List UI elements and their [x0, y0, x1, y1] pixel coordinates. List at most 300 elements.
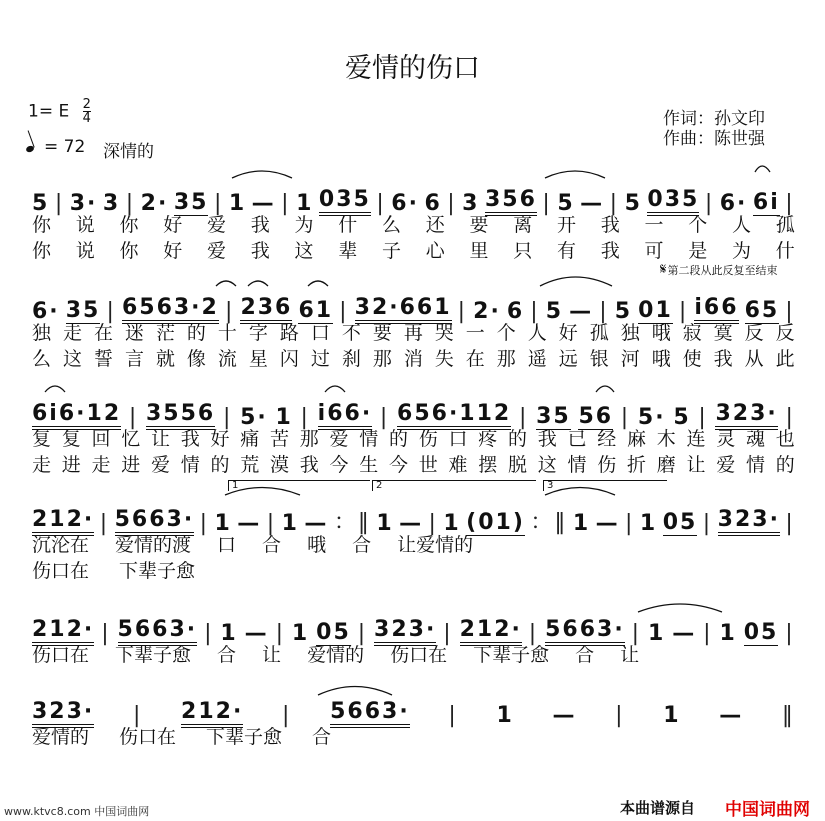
lyric-word: 你 — [32, 240, 52, 262]
lyric-word: 我 — [180, 428, 200, 450]
lyric-word: 情 — [359, 428, 379, 450]
note-group: 6i6·12 — [32, 402, 121, 430]
note-group: 6i — [752, 190, 780, 215]
note-group: — — [580, 191, 605, 216]
bar-line: | — [376, 191, 386, 216]
bar-line: | — [266, 511, 277, 536]
lyric-word: 爱 — [151, 454, 171, 476]
lyric-word: 离 — [513, 214, 533, 236]
lyric-word: 是 — [688, 240, 708, 262]
lyric-word: 什 — [338, 214, 358, 236]
note-group: 6 — [424, 191, 442, 216]
lyric-word: 我 — [250, 240, 270, 262]
note-group: (01) — [466, 510, 525, 535]
note-group: 323· — [715, 402, 777, 430]
note-group: 1 — [663, 703, 681, 728]
lyric-word: 木 — [656, 428, 676, 450]
bar-line: ：‖ — [333, 510, 371, 535]
lyric-word: 寞 — [713, 322, 733, 344]
bar-line: | — [785, 405, 795, 430]
bar-line: | — [447, 191, 457, 216]
lyric-word: 失 — [434, 348, 454, 370]
note-group: 656·112 — [397, 402, 511, 430]
bar-line: | — [199, 511, 210, 536]
segno-annotation — [660, 260, 777, 278]
lyric-word: 流 — [217, 348, 237, 370]
lyric-word: 灵 — [716, 428, 736, 450]
bar-line: | — [357, 621, 368, 646]
lyric-word: 今 — [389, 454, 409, 476]
lyric-word: 路 — [279, 322, 299, 344]
lyric-word: 复 — [61, 428, 81, 450]
note-group: 1 — [572, 511, 591, 536]
composer-credit: 作曲：陈世强 — [663, 129, 765, 149]
note-group: 5663· — [545, 618, 625, 646]
lyric-word: 那 — [299, 428, 319, 450]
lyric-word: 口 — [217, 534, 237, 556]
lyric-word: 河 — [620, 348, 640, 370]
bar-line: | — [300, 405, 310, 430]
lyric-word: 一 — [644, 214, 664, 236]
note-group: 3 — [462, 191, 480, 216]
note-group: 1 — [639, 511, 658, 536]
bar-line: | — [678, 299, 689, 324]
lyric-word: 让爱情的 — [397, 534, 474, 556]
lyric-word: 忆 — [121, 428, 141, 450]
note-group: 212· — [32, 618, 94, 646]
lyric-word: 说 — [75, 240, 95, 262]
lyric-word: 不 — [341, 322, 361, 344]
lyricist-credit: 作词：孙文印 — [663, 109, 765, 129]
bar-line: | — [443, 621, 453, 646]
lyric-word: 下辈子愈 — [473, 644, 550, 666]
lyric-word: 伤口在 — [32, 560, 90, 582]
lyric-word: 下辈子愈 — [115, 644, 192, 666]
lyric-word: 疼 — [478, 428, 498, 450]
lyric-word: 好 — [558, 322, 578, 344]
note-group: 3 — [102, 191, 121, 216]
lyric-word: 你 — [119, 240, 139, 262]
note-group: 01 — [638, 298, 673, 323]
bar-line: | — [132, 703, 143, 728]
bar-line: | — [518, 405, 529, 430]
note-group: 5 — [673, 405, 691, 430]
bar-line: | — [222, 405, 233, 430]
lyric-word: 我 — [600, 240, 620, 262]
volta-label: 3 — [547, 480, 554, 491]
volta-label: 2 — [376, 480, 383, 491]
lyric-word: 折 — [627, 454, 647, 476]
note-group: 1 — [214, 511, 232, 536]
lyric-word: 的 — [775, 454, 795, 476]
lyric-word: 情 — [180, 454, 200, 476]
lyric-word: 磨 — [656, 454, 676, 476]
volta-3 — [543, 480, 667, 491]
note-group: 1 — [228, 191, 247, 216]
bar-line: | — [106, 299, 116, 324]
lyric-word: 要 — [469, 214, 489, 236]
note-group: 05 — [662, 510, 698, 535]
note-group: 1 — [376, 511, 394, 536]
lyric-word: 开 — [557, 214, 577, 236]
lyric-word: 魂 — [746, 428, 766, 450]
bar-line: | — [542, 191, 552, 216]
note-group: 323· — [374, 618, 436, 646]
lyric-word: 独 — [620, 322, 640, 344]
lyric-word: 我 — [537, 428, 557, 450]
lyric-word: 只 — [513, 240, 533, 262]
note-group: 6· — [391, 191, 419, 216]
lyric-word: 个 — [496, 322, 516, 344]
lyric-word: 好 — [210, 428, 230, 450]
segno-icon: 𝄋 — [660, 260, 667, 278]
lyric-word: 哦 — [651, 348, 671, 370]
note-group: 1 — [220, 621, 238, 646]
note-group: 5 — [614, 299, 633, 324]
note-group: 35 — [173, 190, 209, 215]
bar-line: | — [99, 511, 110, 536]
lyric-word: 在 — [93, 322, 113, 344]
lyric-word: 伤口在 — [32, 644, 90, 666]
lyric-word: 爱情的 — [307, 644, 365, 666]
quarter-note-icon — [25, 145, 35, 153]
lyric-word: 消 — [403, 348, 423, 370]
bar-line: | — [281, 191, 291, 216]
footer-brand: 中国词曲网 — [725, 800, 810, 820]
page-title: 爱情的伤口 — [345, 53, 480, 84]
lyric-word: 人 — [527, 322, 547, 344]
bar-line: ：‖ — [530, 510, 568, 535]
lyric-word: 合 — [352, 534, 372, 556]
lyric-word: 经 — [597, 428, 617, 450]
lyric-word: 那 — [372, 348, 392, 370]
lyric-word: 合 — [262, 534, 282, 556]
lyric-word: 我 — [713, 348, 733, 370]
note-group: — — [304, 511, 329, 536]
note-group: 35 — [65, 298, 101, 323]
bar-line: | — [448, 703, 458, 728]
lyric-line-2 — [32, 556, 195, 583]
bar-line: | — [702, 511, 713, 536]
lyric-word: 苦 — [270, 428, 290, 450]
lyric-line-2 — [32, 344, 795, 371]
lyric-word: 进 — [61, 454, 81, 476]
lyric-word: 为 — [294, 214, 314, 236]
lyric-word: 复 — [32, 428, 52, 450]
note-group: — — [672, 621, 697, 646]
note-group: — — [251, 191, 276, 216]
lyric-word: 情 — [746, 454, 766, 476]
bar-line: | — [620, 405, 631, 430]
lyric-word: 回 — [91, 428, 111, 450]
lyric-word: 让 — [151, 428, 171, 450]
lyric-word: 十 — [217, 322, 237, 344]
lyric-word: 辈 — [338, 240, 358, 262]
note-group: 212· — [181, 700, 243, 728]
note-group: 212· — [32, 508, 94, 536]
lyric-word: 的 — [389, 428, 409, 450]
lyric-word: 独 — [32, 322, 52, 344]
lyric-word: 连 — [686, 428, 706, 450]
lyric-word: 有 — [557, 240, 577, 262]
lyric-word: 还 — [425, 214, 445, 236]
lyric-word: 爱情的 — [32, 726, 90, 748]
lyric-word: 下辈子愈 — [206, 726, 283, 748]
note-group: 5663· — [115, 508, 195, 536]
expression-marking: 深情的 — [103, 142, 154, 162]
lyric-word: 让 — [686, 454, 706, 476]
lyric-word: 世 — [418, 454, 438, 476]
note-group: — — [552, 703, 577, 728]
bar-line: | — [599, 299, 609, 324]
lyric-word: 合 — [312, 726, 332, 748]
note-group: 323· — [32, 700, 94, 728]
lyric-word: 孤 — [775, 214, 795, 236]
note-group: 5 — [32, 191, 50, 216]
note-group: 65 — [744, 298, 780, 323]
note-group: 236 — [240, 296, 292, 324]
note-group: 5 — [624, 191, 642, 216]
lyric-line-1 — [32, 318, 795, 345]
lyric-word: 已 — [567, 428, 587, 450]
note-group: 05 — [316, 620, 351, 645]
lyric-word: 可 — [644, 240, 664, 262]
lyric-word: 走 — [62, 322, 82, 344]
note-group: — — [719, 703, 744, 728]
lyric-word: 痛 — [240, 428, 260, 450]
lyric-word: 伤 — [597, 454, 617, 476]
lyric-word: 什 — [775, 240, 795, 262]
lyric-word: 星 — [248, 348, 268, 370]
lyric-word: 子 — [382, 240, 402, 262]
note-group: 6 — [506, 299, 525, 324]
bar-line: | — [204, 621, 214, 646]
bar-line: | — [224, 299, 235, 324]
lyric-word: 遥 — [527, 348, 547, 370]
lyric-word: 哦 — [307, 534, 327, 556]
time-signature — [83, 98, 91, 125]
bar-line: ‖ — [781, 703, 795, 728]
note-group: 5· — [240, 405, 268, 430]
lyric-word: 么 — [382, 214, 402, 236]
bar-line: | — [339, 299, 349, 324]
lyric-word: 么 — [32, 348, 52, 370]
lyric-line-1 — [32, 210, 795, 237]
lyric-word: 字 — [248, 322, 268, 344]
footer-source: 本曲谱源自 — [620, 799, 696, 817]
lyric-word: 哭 — [434, 322, 454, 344]
lyric-word: 再 — [403, 322, 423, 344]
lyric-word: 远 — [558, 348, 578, 370]
lyric-word: 从 — [744, 348, 764, 370]
lyric-word: 闪 — [279, 348, 299, 370]
lyric-word: 这 — [537, 454, 557, 476]
footer-site: www.ktvc8.com 中国词曲网 — [4, 805, 150, 818]
lyric-word: 银 — [589, 348, 609, 370]
lyric-word: 爱 — [329, 428, 349, 450]
lyric-word: 此 — [775, 348, 795, 370]
bar-line: | — [125, 191, 136, 216]
lyric-word: 你 — [119, 214, 139, 236]
lyric-line-1 — [32, 722, 331, 749]
lyric-word: 像 — [186, 348, 206, 370]
bar-line: | — [275, 621, 285, 646]
note-group: — — [244, 621, 269, 646]
lyric-word: 情 — [567, 454, 587, 476]
lyric-line-2 — [32, 236, 795, 263]
note-group: 1 — [291, 621, 310, 646]
lyric-word: 爱 — [716, 454, 736, 476]
note-group: 05 — [743, 620, 779, 645]
note-group: 035 — [319, 188, 371, 216]
bar-line: | — [609, 191, 620, 216]
volta-label: 1 — [232, 480, 239, 491]
lyric-word: 心 — [425, 240, 445, 262]
bar-line: | — [282, 703, 292, 728]
note-group: 61 — [298, 298, 334, 323]
volta-2 — [372, 480, 536, 491]
note-group: 1 — [275, 405, 293, 430]
note-group: 5 — [557, 191, 575, 216]
time-denominator: 4 — [82, 111, 91, 126]
lyric-word: 让 — [262, 644, 282, 666]
lyric-word: 麻 — [627, 428, 647, 450]
lyric-word: 进 — [121, 454, 141, 476]
bar-line: | — [457, 299, 468, 324]
lyric-word: 反 — [744, 322, 764, 344]
note-group: 035 — [647, 188, 699, 216]
lyric-word: 走 — [32, 454, 52, 476]
note-group: 5· — [637, 405, 666, 430]
lyric-word: 荒 — [240, 454, 260, 476]
lyric-word: 反 — [775, 322, 795, 344]
note-group: 56 — [578, 404, 614, 429]
segno-text: 第二段从此反复至结束 — [667, 264, 778, 277]
lyric-word: 刹 — [341, 348, 361, 370]
bar-line: | — [54, 191, 65, 216]
lyric-word: 难 — [448, 454, 468, 476]
bar-line: | — [428, 511, 438, 536]
lyric-word: 漠 — [270, 454, 290, 476]
bar-line: | — [379, 405, 390, 430]
lyric-word: 合 — [575, 644, 595, 666]
tempo-marking — [26, 137, 85, 157]
lyric-word: 的 — [210, 454, 230, 476]
note-group: 1 — [443, 511, 461, 536]
bar-line: | — [631, 621, 642, 646]
note-group: 2· — [473, 299, 501, 324]
note-group: 6· — [719, 191, 748, 216]
time-numerator: 2 — [82, 97, 91, 112]
lyric-word: 爱 — [207, 214, 227, 236]
bar-line: | — [530, 299, 540, 324]
lyric-word: 这 — [62, 348, 82, 370]
lyric-word: 下辈子愈 — [119, 560, 196, 582]
lyric-word: 这 — [294, 240, 314, 262]
bar-line: | — [703, 621, 713, 646]
note-group: 3556 — [146, 402, 215, 430]
lyric-word: 言 — [124, 348, 144, 370]
tempo-value: = 72 — [44, 137, 86, 157]
lyric-word: 要 — [372, 322, 392, 344]
note-group: i66 — [694, 296, 738, 324]
lyric-word: 沉沦在 — [32, 534, 90, 556]
bar-line: | — [528, 621, 539, 646]
note-group: 1 — [296, 191, 314, 216]
lyric-word: 誓 — [93, 348, 113, 370]
note-group: 32·661 — [355, 296, 452, 324]
lyric-word: 人 — [732, 214, 752, 236]
lyric-word: 就 — [155, 348, 175, 370]
lyric-word: 让 — [620, 644, 640, 666]
lyric-word: 伤口在 — [119, 726, 177, 748]
lyric-word: 生 — [359, 454, 379, 476]
note-group: 1 — [496, 703, 514, 728]
lyric-word: 走 — [91, 454, 111, 476]
lyric-word: 口 — [448, 428, 468, 450]
note-group: 323· — [718, 508, 780, 536]
note-group: 1 — [719, 621, 737, 646]
bar-line: | — [625, 511, 635, 536]
bar-line: | — [213, 191, 224, 216]
lyric-line-1 — [32, 424, 795, 451]
lyric-word: 为 — [732, 240, 752, 262]
lyric-word: 一 — [465, 322, 485, 344]
note-group: 212· — [460, 618, 522, 646]
bar-line: | — [101, 621, 111, 646]
note-group: i66· — [318, 402, 373, 430]
lyric-word: 也 — [775, 428, 795, 450]
lyric-word: 好 — [163, 240, 183, 262]
lyric-word: 摆 — [478, 454, 498, 476]
note-group: — — [595, 511, 620, 536]
bar-line: | — [128, 405, 139, 430]
bar-line: | — [698, 405, 708, 430]
note-group: — — [399, 511, 424, 536]
lyric-word: 好 — [163, 214, 183, 236]
lyric-word: 你 — [32, 214, 52, 236]
lyric-word: 寂 — [682, 322, 702, 344]
note-group: 6· — [32, 299, 60, 324]
lyric-word: 在 — [465, 348, 485, 370]
lyric-word: 哦 — [651, 322, 671, 344]
note-group: 1 — [281, 511, 299, 536]
lyric-word: 使 — [682, 348, 702, 370]
lyric-word: 伤 — [418, 428, 438, 450]
note-group: 2· — [140, 191, 169, 216]
note-group: — — [569, 299, 594, 324]
lyric-word: 那 — [496, 348, 516, 370]
lyric-line-2 — [32, 450, 795, 477]
note-group: — — [237, 511, 262, 536]
lyric-word: 爱 — [207, 240, 227, 262]
bar-line: | — [785, 621, 795, 646]
note-group: 5 — [545, 299, 564, 324]
bar-line: | — [785, 191, 795, 216]
lyric-word: 我 — [600, 214, 620, 236]
lyric-word: 我 — [299, 454, 319, 476]
lyric-word: 里 — [469, 240, 489, 262]
bar-line: | — [785, 511, 795, 536]
lyric-word: 口 — [310, 322, 330, 344]
lyric-line-1 — [32, 640, 639, 667]
key-label: 1= E — [28, 101, 70, 122]
lyric-word: 过 — [310, 348, 330, 370]
note-group: 1 — [647, 621, 666, 646]
bar-line: | — [615, 703, 625, 728]
lyric-word: 合 — [217, 644, 237, 666]
lyric-word: 今 — [329, 454, 349, 476]
